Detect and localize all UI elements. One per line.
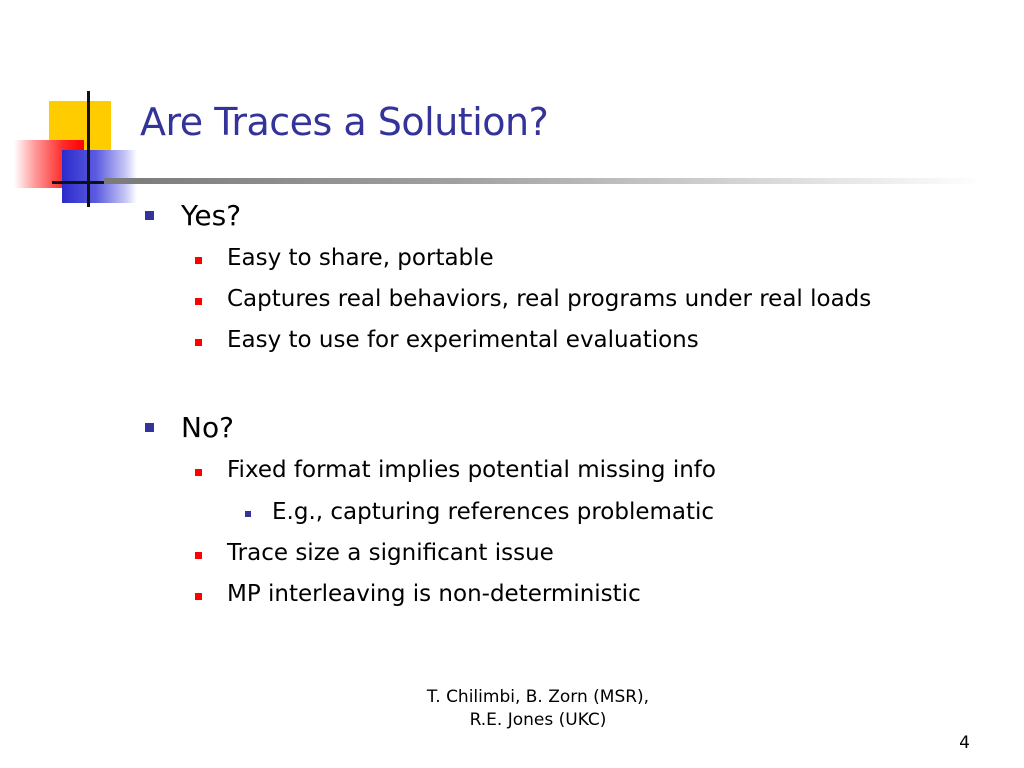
blue-gradient-square — [62, 150, 137, 203]
bullet-level-2 — [227, 540, 554, 566]
bullet-square-icon — [195, 339, 202, 346]
bullet-square-icon — [195, 298, 202, 305]
bullet-text: E.g., capturing references problematic — [272, 499, 715, 525]
vertical-line — [87, 91, 90, 207]
bullet-text: Trace size a significant issue — [227, 540, 554, 566]
bullet-square-icon — [195, 552, 202, 559]
bullet-text: Fixed format implies potential missing info — [227, 457, 716, 483]
page-number: 4 — [959, 733, 970, 753]
bullet-square-icon — [145, 211, 154, 220]
footer-authors-line-1: T. Chilimbi, B. Zorn (MSR), — [426, 687, 650, 707]
bullet-level-2 — [227, 457, 716, 483]
bullet-level-3 — [272, 499, 714, 525]
title-underline — [104, 178, 984, 184]
bullet-level-2 — [227, 581, 641, 607]
bullet-square-icon — [195, 469, 202, 476]
bullet-square-icon — [195, 593, 202, 600]
bullet-level-1 — [181, 411, 234, 444]
bullet-text: Yes? — [181, 199, 242, 232]
bullet-text: MP interleaving is non-deterministic — [227, 581, 641, 607]
bullet-square-icon — [245, 511, 251, 517]
slide-title: Are Traces a Solution? — [140, 100, 549, 144]
bullet-square-icon — [145, 423, 154, 432]
bullet-text: Captures real behaviors, real programs under real loads — [227, 286, 872, 312]
bullet-level-2 — [227, 327, 699, 353]
bullet-level-1 — [181, 199, 241, 232]
bullet-text: Easy to use for experimental evaluations — [227, 327, 699, 353]
bullet-level-2 — [227, 245, 494, 271]
footer-authors-line-2: R.E. Jones (UKC) — [469, 710, 607, 730]
slide-footer — [400, 686, 676, 732]
bullet-square-icon — [195, 257, 202, 264]
bullet-text: Easy to share, portable — [227, 245, 494, 271]
bullet-text: No? — [181, 411, 234, 444]
bullet-level-2 — [227, 286, 871, 312]
